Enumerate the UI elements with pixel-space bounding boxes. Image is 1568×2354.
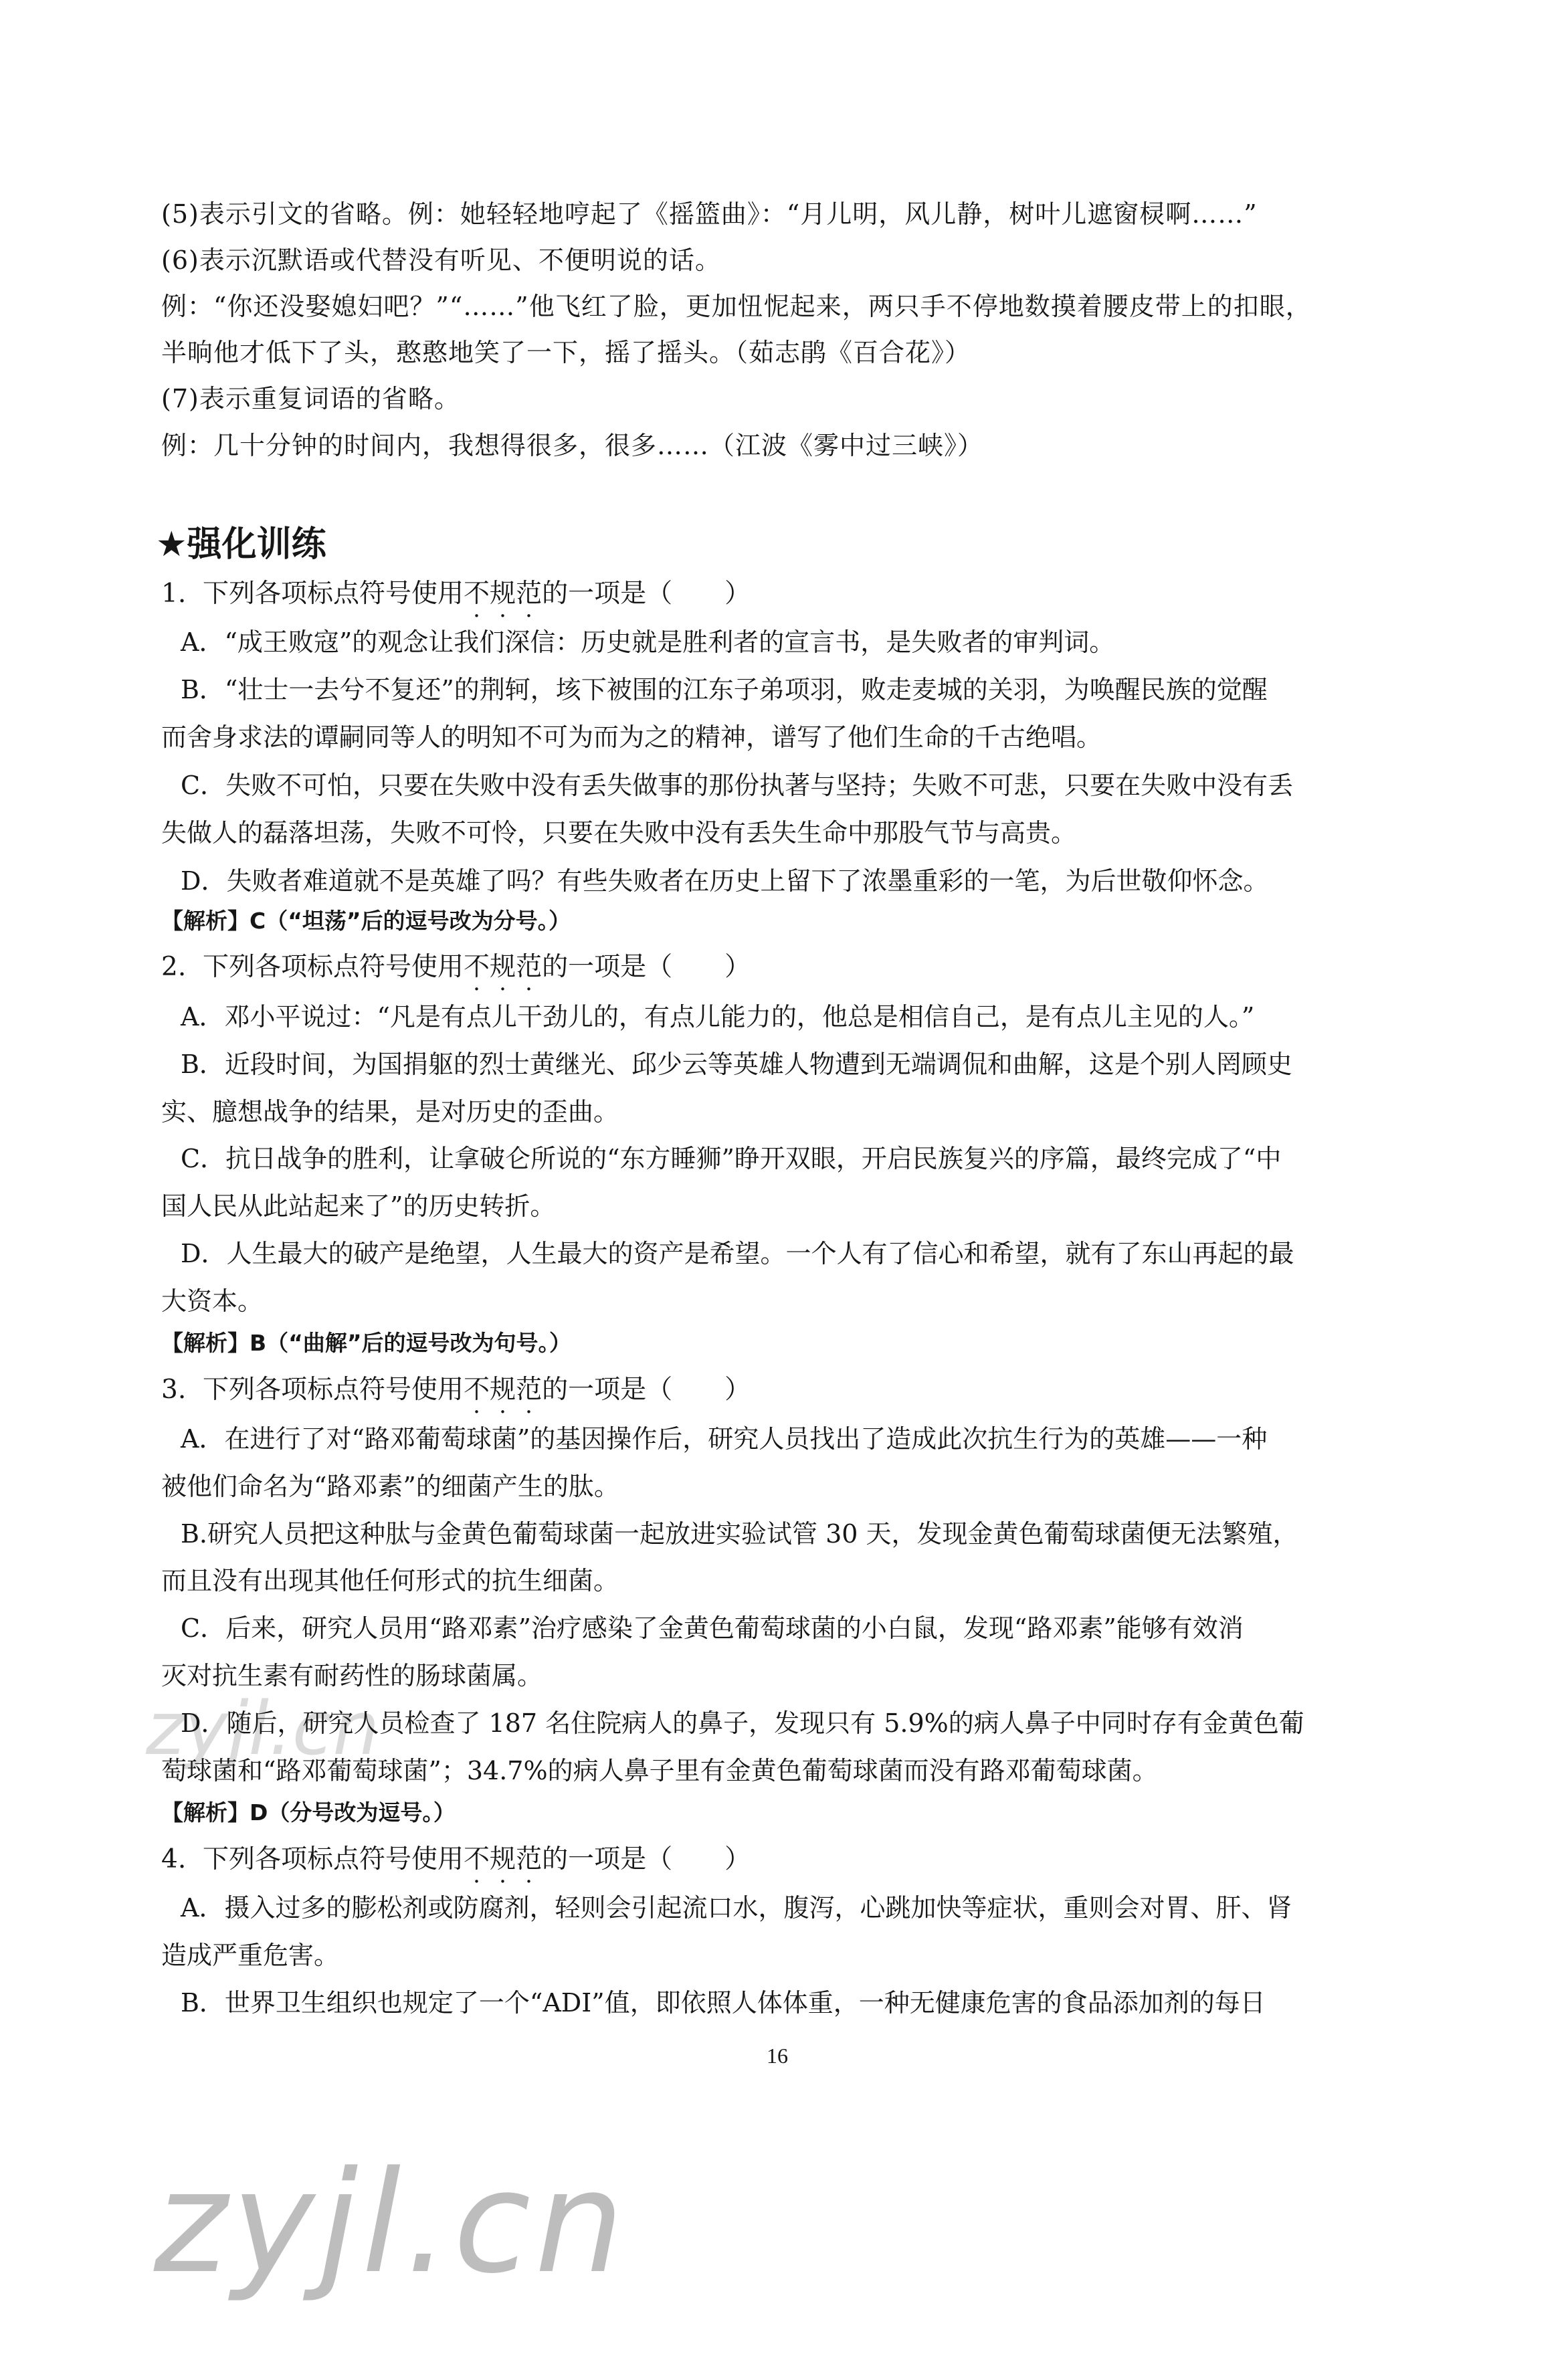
- q3-option-b: B.研究人员把这种肽与金黄色葡萄球菌一起放进实验试管 30 天，发现金黄色葡萄球菌便无法繁殖，: [181, 1519, 1298, 1549]
- q1-option-c: C．失败不可怕，只要在失败中没有丢失做事的那份执著与坚持；失败不可悲，只要在失败中没有丢: [181, 771, 1294, 800]
- q2-option-d: D．人生最大的破产是绝望，人生最大的资产是希望。一个人有了信心和希望，就有了东山再起的最: [181, 1239, 1294, 1268]
- intro-example-6b: 半晌他才低下了头，憨憨地笑了一下，摇了摇头。（茹志鹃《百合花》）: [161, 338, 971, 367]
- q1-option-b: B．“壮士一去兮不复还”的荆轲，垓下被围的江东子弟项羽，败走麦城的关羽，为唤醒民族的觉醒: [181, 675, 1268, 704]
- intro-example-6a: 例：“你还没娶媳妇吧？”“……”他飞红了脸，更加忸怩起来，两只手不停地数摸着腰皮带上的扣眼，: [161, 292, 1312, 321]
- q1-option-a: A．“成王败寇”的观念让我们深信：历史就是胜利者的宣言书，是失败者的审判词。: [181, 627, 1115, 657]
- q3-option-c-cont: 灭对抗生素有耐药性的肠球菌属。: [161, 1661, 543, 1690]
- q3-option-a-cont: 被他们命名为“路邓素”的细菌产生的肽。: [161, 1472, 619, 1501]
- q3-option-c: C．后来，研究人员用“路邓素”治疗感染了金黄色葡萄球菌的小白鼠，发现“路邓素”能够有效消: [181, 1613, 1244, 1643]
- question-number: 3.: [161, 1375, 187, 1405]
- watermark-large: zyjl.cn: [154, 2141, 628, 2304]
- intro-line-5: (5)表示引文的省略。例：她轻轻地哼起了《摇篮曲》：“月儿明，风儿静，树叶儿遮窗棂啊……”: [161, 199, 1258, 229]
- q1-option-b-cont: 而舍身求法的谭嗣同等人的明知不可为而为之的精神，谱写了他们生命的千古绝唱。: [161, 722, 1102, 752]
- q1-option-c-cont: 失做人的磊落坦荡，失败不可怜，只要在失败中没有丢失生命中那股气节与高贵。: [161, 818, 1077, 848]
- q1-option-d: D．失败者难道就不是英雄了吗？有些失败者在历史上留下了浓墨重彩的一笔，为后世敬仰怀念。: [181, 866, 1269, 896]
- q3-analysis: 【解析】D（分号改为逗号。）: [161, 1799, 456, 1826]
- question-1-stem: 1. 下列各项标点符号使用不规范的一项是（ ）: [161, 579, 751, 609]
- q3-option-d-cont: 萄球菌和“路邓葡萄球菌”；34.7%的病人鼻子里有金黄色葡萄球菌而没有路邓葡萄球菌。: [161, 1756, 1158, 1785]
- q1-analysis: 【解析】C（“坦荡”后的逗号改为分号。）: [161, 908, 571, 934]
- q3-option-b-cont: 而且没有出现其他任何形式的抗生细菌。: [161, 1566, 619, 1595]
- q2-option-d-cont: 大资本。: [161, 1286, 264, 1316]
- q2-option-c-cont: 国人民从此站起来了”的历史转折。: [161, 1191, 556, 1221]
- section-title: ★强化训练: [156, 524, 326, 565]
- q2-option-b-cont: 实、臆想战争的结果，是对历史的歪曲。: [161, 1097, 619, 1126]
- question-number: 1.: [161, 579, 187, 609]
- question-2-stem: 2. 下列各项标点符号使用不规范的一项是（ ）: [161, 952, 751, 982]
- q3-option-a: A．在进行了对“路邓葡萄球菌”的基因操作后，研究人员找出了造成此次抗生行为的英雄——一种: [181, 1424, 1268, 1454]
- q4-option-a: A．摄入过多的膨松剂或防腐剂，轻则会引起流口水，腹泻，心跳加快等症状，重则会对胃、肝、肾: [181, 1893, 1292, 1923]
- q3-option-d: D．随后，研究人员检查了 187 名住院病人的鼻子，发现只有 5.9%的病人鼻子中同时存有金黄色葡: [181, 1708, 1304, 1738]
- watermark-small: zyjl.cn: [146, 1686, 380, 1771]
- intro-line-7: (7)表示重复词语的省略。: [161, 384, 460, 413]
- question-number: 2.: [161, 952, 187, 982]
- intro-example-7: 例：几十分钟的时间内，我想得很多，很多……（江波《雾中过三峡》）: [161, 431, 984, 460]
- q4-option-b: B．世界卫生组织也规定了一个“ADI”值，即依照人体体重，一种无健康危害的食品添加剂的每日: [181, 1988, 1266, 2018]
- intro-line-6: (6)表示沉默语或代替没有听见、不便明说的话。: [161, 246, 721, 275]
- question-4-stem: 4. 下列各项标点符号使用不规范的一项是（ ）: [161, 1844, 751, 1874]
- question-number: 4.: [161, 1844, 187, 1874]
- q2-option-b: B．近段时间，为国捐躯的烈士黄继光、邱少云等英雄人物遭到无端调侃和曲解，这是个别人罔顾史: [181, 1050, 1292, 1079]
- q4-option-a-cont: 造成严重危害。: [161, 1941, 340, 1970]
- page-number: 16: [767, 2044, 788, 2068]
- question-3-stem: 3. 下列各项标点符号使用不规范的一项是（ ）: [161, 1375, 751, 1405]
- q2-analysis: 【解析】B（“曲解”后的逗号改为句号。）: [161, 1330, 572, 1356]
- q2-option-c: C．抗日战争的胜利，让拿破仑所说的“东方睡狮”睁开双眼，开启民族复兴的序篇，最终完成了“中: [181, 1144, 1282, 1173]
- q2-option-a: A．邓小平说过：“凡是有点儿干劲儿的，有点儿能力的，他总是相信自己，是有点儿主见的人。”: [181, 1002, 1255, 1032]
